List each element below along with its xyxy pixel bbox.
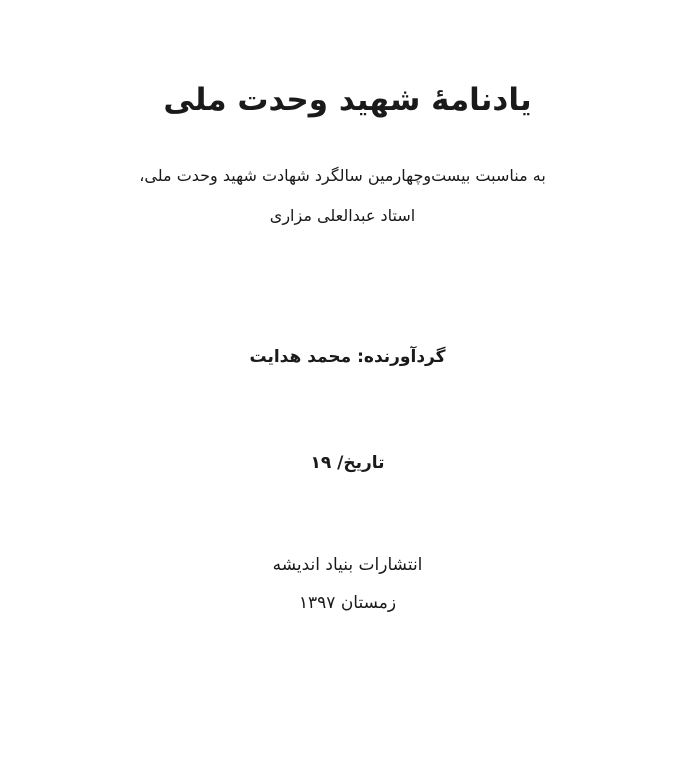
subtitle-line-1: به مناسبت بیست‌وچهارمین سالگرد شهادت شهید وحدت ملی، [139, 166, 546, 185]
book-title: یادنامهٔ شهید وحدت ملی [163, 82, 532, 118]
subtitle [130, 156, 555, 236]
publication-date: زمستان ۱۳۹۷ [298, 593, 397, 613]
series-label: تاریخ/ ۱۹ [310, 453, 385, 473]
compiler-credit: گردآورنده: محمد هدایت [249, 347, 446, 367]
publisher-name: انتشارات بنیاد اندیشه [272, 555, 423, 575]
subtitle-line-2: استاد عبدالعلی مزاری [269, 206, 416, 225]
